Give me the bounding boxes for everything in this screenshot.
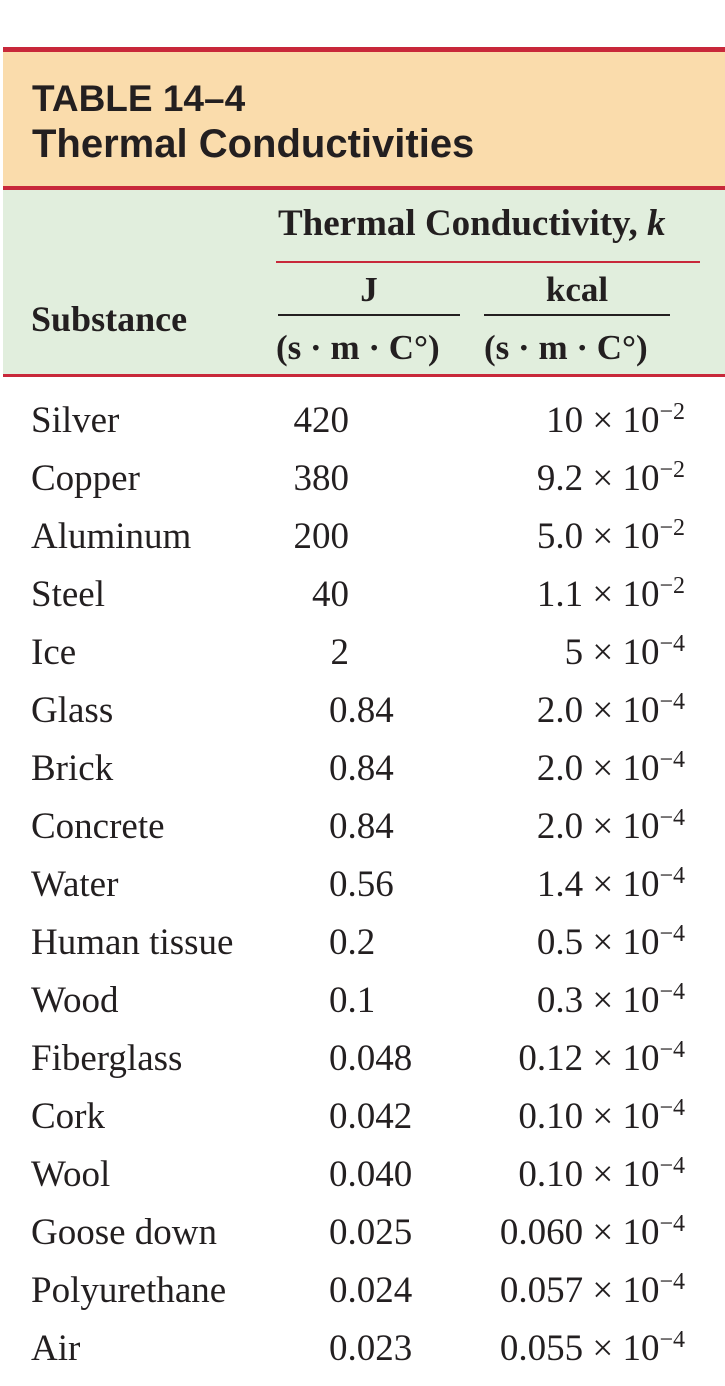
table-row [0, 975, 725, 1033]
substance-cell: Human tissue [31, 922, 234, 963]
column-header-substance: Substance [31, 299, 188, 339]
substance-cell: Fiberglass [31, 1038, 183, 1079]
kcal-conductivity-cell: $9.2 \times 10^{-2}$ [536, 456, 685, 499]
substance-cell: Concrete [31, 806, 165, 847]
table-row [0, 859, 725, 917]
table-row [0, 743, 725, 801]
kcal-conductivity-cell: $1.1 \times 10^{-2}$ [536, 572, 685, 615]
si-conductivity-cell: 0.048 [329, 1038, 413, 1079]
kcal-conductivity-cell: $0.055 \times 10^{-4}$ [499, 1326, 685, 1369]
kcal-conductivity-cell: $2.0 \times 10^{-4}$ [536, 746, 685, 789]
exponent: −2 [659, 514, 685, 541]
exponent: −2 [659, 456, 685, 483]
kcal-conductivity-cell: $2.0 \times 10^{-4}$ [536, 688, 685, 731]
group-header-rule [276, 261, 700, 263]
si-conductivity-cell: 0.024 [329, 1270, 413, 1311]
exponent: −4 [659, 920, 685, 947]
si-conductivity-cell: 0.84 [329, 806, 394, 847]
kcal-conductivity-cell: $2.0 \times 10^{-4}$ [536, 804, 685, 847]
substance-cell: Wool [31, 1154, 111, 1195]
kcal-conductivity-cell: $5.0 \times 10^{-2}$ [536, 514, 685, 557]
exponent: −4 [659, 1326, 685, 1353]
table-row [0, 685, 725, 743]
si-conductivity-cell: 0.84 [329, 690, 394, 731]
si-conductivity-cell: 200 [293, 516, 349, 557]
substance-cell: Cork [31, 1096, 105, 1137]
substance-cell: Ice [31, 632, 77, 673]
si-conductivity-cell: 0.040 [329, 1154, 413, 1195]
exponent: −4 [659, 862, 685, 889]
exponent: −2 [659, 398, 685, 425]
substance-cell: Steel [31, 574, 105, 615]
substance-cell: Air [31, 1328, 81, 1369]
si-conductivity-cell: 0.2 [329, 922, 376, 963]
kcal-conductivity-cell: $0.060 \times 10^{-4}$ [499, 1210, 685, 1253]
si-conductivity-cell: 0.1 [329, 980, 376, 1021]
table-row [0, 1091, 725, 1149]
substance-cell: Aluminum [31, 516, 192, 557]
substance-cell: Goose down [31, 1212, 218, 1253]
table-row [0, 511, 725, 569]
kcal-conductivity-cell: $10 \times 10^{-2}$ [546, 398, 685, 441]
table-row [0, 453, 725, 511]
table-row [0, 395, 725, 453]
exponent: −4 [659, 1268, 685, 1295]
kcal-conductivity-cell: $0.10 \times 10^{-4}$ [518, 1152, 685, 1195]
exponent: −4 [659, 1152, 685, 1179]
kcal-conductivity-cell: $1.4 \times 10^{-4}$ [536, 862, 685, 905]
kcal-unit-denominator: (s · m · C°) [484, 328, 648, 367]
substance-cell: Wood [31, 980, 119, 1021]
exponent: −4 [659, 1036, 685, 1063]
exponent: −4 [659, 804, 685, 831]
table-row [0, 1323, 725, 1381]
si-unit-fraction-line [278, 314, 460, 316]
si-conductivity-cell: 420 [293, 400, 349, 441]
substance-cell: Water [31, 864, 119, 905]
table-body [0, 395, 725, 1381]
substance-cell: Silver [31, 400, 120, 441]
column-group-header-thermal-conductivity [278, 202, 666, 245]
substance-cell: Copper [31, 458, 140, 499]
kcal-conductivity-cell: $0.12 \times 10^{-4}$ [518, 1036, 685, 1079]
exponent: −4 [659, 746, 685, 773]
exponent: −4 [659, 688, 685, 715]
exponent: −4 [659, 630, 685, 657]
kcal-conductivity-cell: $0.057 \times 10^{-4}$ [499, 1268, 685, 1311]
table-row [0, 1149, 725, 1207]
si-conductivity-cell: 40 [312, 574, 349, 615]
table-row [0, 1265, 725, 1323]
exponent: −4 [659, 978, 685, 1005]
substance-cell: Polyurethane [31, 1270, 227, 1311]
kcal-conductivity-cell: $0.5 \times 10^{-4}$ [536, 920, 685, 963]
exponent: −4 [659, 1094, 685, 1121]
si-conductivity-cell: 0.025 [329, 1212, 413, 1253]
si-conductivity-cell: 0.023 [329, 1328, 413, 1369]
substance-cell: Brick [31, 748, 114, 789]
table-row [0, 569, 725, 627]
kcal-unit-fraction-line [484, 314, 670, 316]
si-conductivity-cell: 2 [330, 632, 349, 673]
si-unit-numerator: J [360, 270, 378, 309]
si-conductivity-cell: 0.56 [329, 864, 394, 905]
column-group-header-text: Thermal Conductivity, [278, 203, 647, 244]
table-row [0, 1207, 725, 1265]
si-conductivity-cell: 0.042 [329, 1096, 413, 1137]
table-title: Thermal Conductivities [32, 122, 475, 166]
kcal-conductivity-cell: $0.10 \times 10^{-4}$ [518, 1094, 685, 1137]
conductivity-symbol: k [647, 203, 666, 244]
si-unit-denominator: (s · m · C°) [276, 328, 440, 367]
exponent: −2 [659, 572, 685, 599]
table-row [0, 917, 725, 975]
kcal-unit-numerator: kcal [545, 270, 609, 309]
exponent: −4 [659, 1210, 685, 1237]
table-label: TABLE 14–4 [32, 78, 246, 119]
kcal-conductivity-cell: $0.3 \times 10^{-4}$ [536, 978, 685, 1021]
table-row [0, 627, 725, 685]
si-conductivity-cell: 0.84 [329, 748, 394, 789]
kcal-conductivity-cell: $5 \times 10^{-4}$ [564, 630, 685, 673]
substance-cell: Glass [31, 690, 114, 731]
table-row [0, 801, 725, 859]
si-conductivity-cell: 380 [293, 458, 349, 499]
header-bottom-rule [3, 374, 725, 377]
table-row [0, 1033, 725, 1091]
